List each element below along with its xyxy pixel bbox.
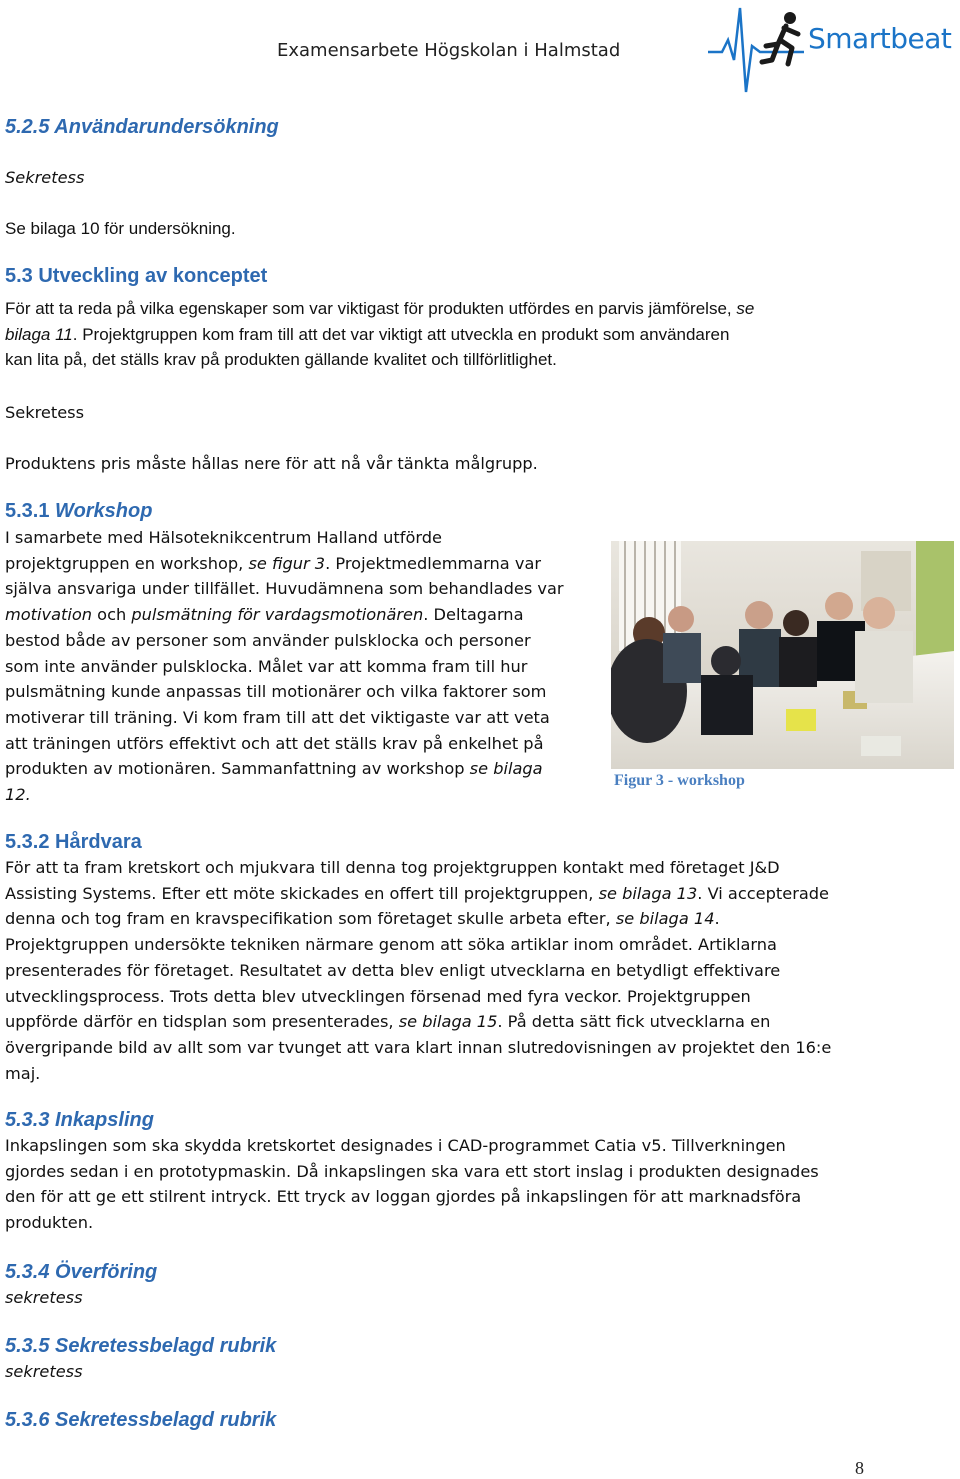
document-header-title: Examensarbete Högskolan i Halmstad [277, 40, 621, 61]
heading-5-2-5: 5.2.5 Användarundersökning [5, 116, 279, 138]
logo-text: Smartbeat [808, 22, 952, 55]
paragraph-encapsulation: Inkapslingen som ska skydda kretskortet designades i CAD-programmet Catia v5. Tillverkningen gjordes sedan i en prototypmaskin. Då inkapslingen ska vara ett stort inslag i produkten designades den för att ge ett stilrent intryck. Ett tryck av loggan gjordes på inkapslingen för att marknadsföra produkten. [5, 1136, 819, 1233]
paragraph-price: Produktens pris måste hållas nere för att nå vår tänkta målgrupp. [5, 454, 538, 473]
paragraph-hardware: För att ta fram kretskort och mjukvara till denna tog projektgruppen kontakt med företaget J&D Assisting Systems. Efter ett möte skickades en offert till projektgruppen, se bilaga 13. Vi accepterade denna och tog fram en kravspecifikation som företaget skulle arbeta efter, se bilaga 14. Projektgruppen undersökte tekniken närmare genom att söka artiklar inom området. Artiklarna presenterades för företaget. Resultatet av detta blev enligt utvecklarna en betydligt effektivare utvecklingsprocess. Trots detta blev utvecklingen försenad med fyra veckor. Projektgruppen uppförde därför en tidsplan som presenterades, se bilaga 15. På detta sätt fick utvecklarna en övergripande bild av allt som var tvunget att vara klart innan slutredovisningen av projektet den 16:e maj. [5, 858, 832, 1083]
confidential-note: Sekretess [5, 168, 85, 187]
paragraph-workshop: I samarbete med Hälsoteknikcentrum Halland utförde projektgruppen en workshop, se figur 3. Projektmedlemmarna var själva ansvariga under tillfället. Huvudämnena som behandlades var motivation och pulsmätning för vardagsmotionären. Deltagarna bestod både av personer som använder pulsklocka och personer som inte använder pulsklocka. Målet var att komma fram till hur pulsmätning kunde anpassas till motionärer och vilka faktorer som motiverar till träning. Vi kom fram till att det viktigaste var att veta att träningen utförs effektivt och att det ställs krav på enkelhet på produkten av motionären. Sammanfattning av workshop se bilaga 12. [5, 528, 564, 805]
paragraph-concept: För att ta reda på vilka egenskaper som var viktigast för produkten utfördes en parvis jämförelse, se bilaga 11. Projektgruppen kom fram till att det var viktigt att utveckla en produkt som användaren kan lita på, det ställs krav på produkten gällande kvalitet och tillförlitlighet. [5, 299, 755, 369]
page-number: 8 [855, 1458, 864, 1478]
heading-5-3-2: 5.3.2 Hårdvara [5, 831, 142, 853]
figure-caption: Figur 3 - workshop [614, 772, 745, 789]
workshop-photo [611, 541, 954, 769]
confidential-note: sekretess [5, 1288, 83, 1307]
heading-5-3-4: 5.3.4 Överföring [5, 1261, 158, 1283]
heading-5-3-5: 5.3.5 Sekretessbelagd rubrik [5, 1335, 277, 1357]
heading-5-3-6: 5.3.6 Sekretessbelagd rubrik [5, 1409, 277, 1431]
paragraph-survey: Se bilaga 10 för undersökning. [5, 219, 236, 238]
confidential-note: Sekretess [5, 403, 85, 422]
confidential-note: sekretess [5, 1362, 83, 1381]
smartbeat-logo [708, 0, 960, 96]
heading-5-3-3: 5.3.3 Inkapsling [5, 1109, 154, 1131]
heading-5-3: 5.3 Utveckling av konceptet [5, 265, 268, 287]
heading-5-3-1: 5.3.1 Workshop [5, 500, 153, 522]
